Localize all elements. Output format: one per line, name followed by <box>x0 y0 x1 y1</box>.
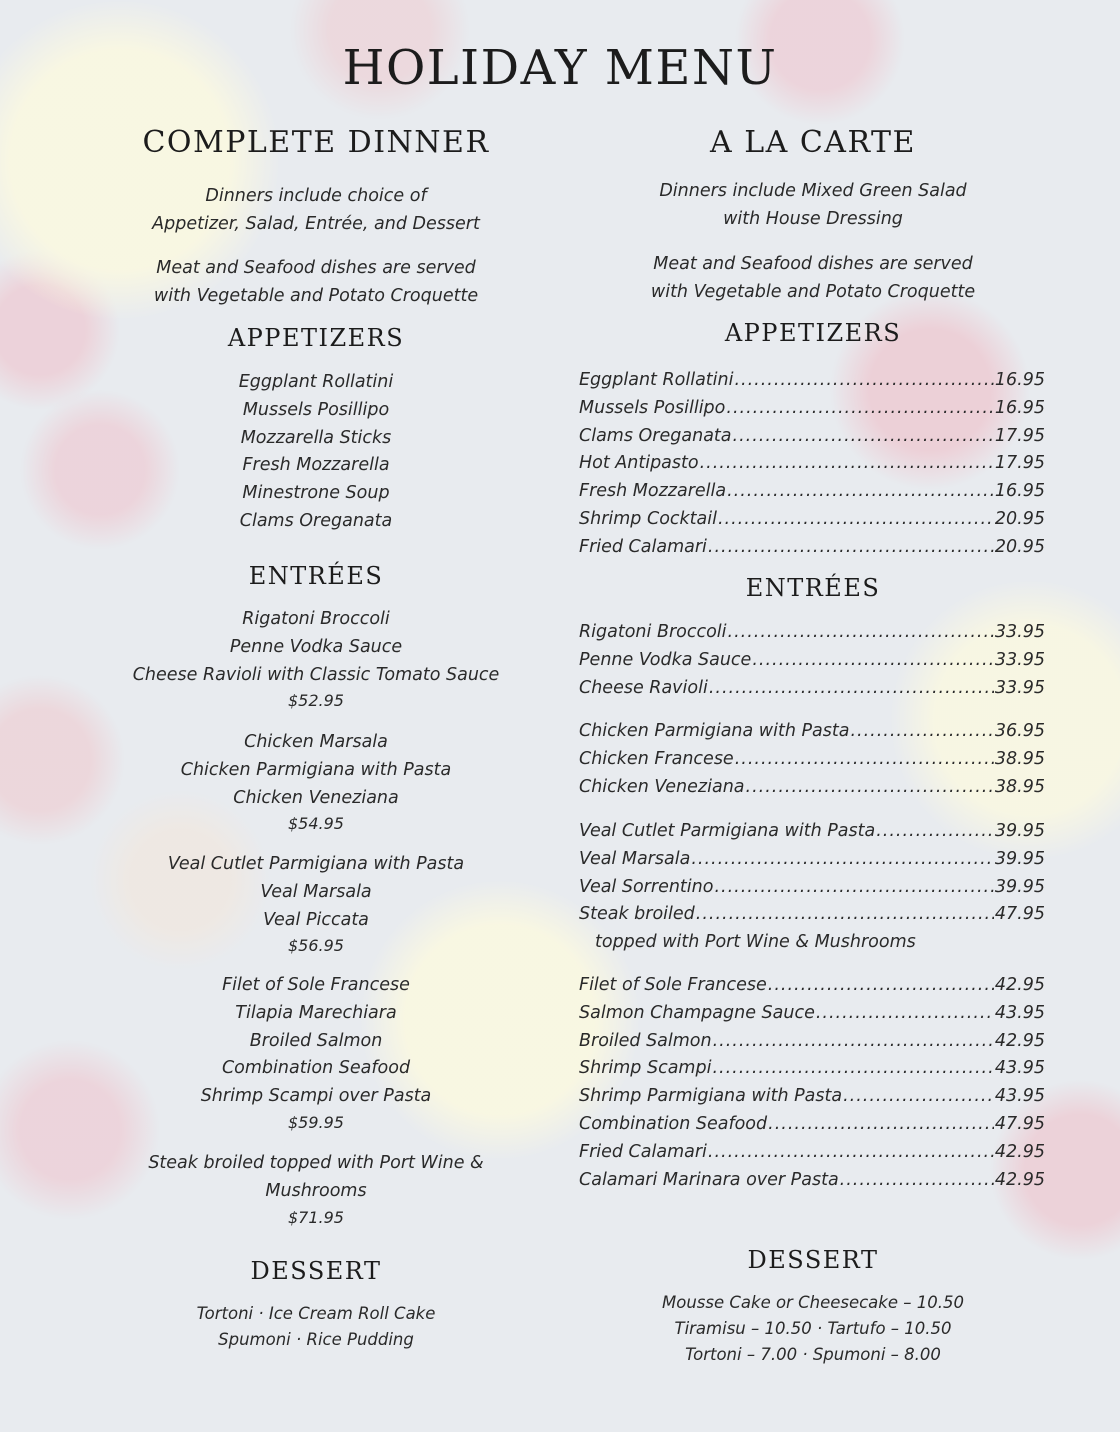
price-row <box>579 478 1045 506</box>
item-price: 39.95 <box>994 848 1045 869</box>
price-row <box>579 423 1045 451</box>
price-row <box>579 1167 1045 1195</box>
intro-line: Meat and Seafood dishes are served <box>156 258 476 278</box>
list-item: Mousse Cake or Cheesecake – 10.50 <box>662 1293 964 1312</box>
leader-dots <box>816 1000 994 1028</box>
a-la-carte-appetizers-heading: APPETIZERS <box>724 319 902 347</box>
leader-dots <box>850 718 993 746</box>
leader-dots <box>727 478 994 506</box>
list-item: Tilapia Marechiara <box>235 1002 397 1023</box>
item-name: Eggplant Rollatini <box>579 370 734 390</box>
list-item: Steak broiled topped with Port Wine & <box>148 1153 484 1173</box>
item-name: Chicken Veneziana <box>579 776 745 797</box>
item-price: 33.95 <box>994 622 1045 642</box>
a-la-carte-appetizers-list <box>579 367 1045 562</box>
item-name: Filet of Sole Francese <box>579 975 767 995</box>
complete-dinner-heading: COMPLETE DINNER <box>142 125 490 160</box>
item-name: Chicken Parmigiana with Pasta <box>579 721 850 741</box>
leader-dots <box>708 1139 994 1167</box>
entree-group <box>0 606 632 713</box>
list-item: Tortoni · Ice Cream Roll Cake <box>196 1304 436 1323</box>
price-row <box>579 1028 1045 1056</box>
steak-note: topped with Port Wine & Mushrooms <box>595 932 916 953</box>
leader-dots <box>752 647 994 675</box>
list-item: Tiramisu – 10.50 · Tartufo – 10.50 <box>674 1319 952 1338</box>
leader-dots <box>733 423 994 451</box>
list-item: Chicken Parmigiana with Pasta <box>180 759 452 780</box>
price-row <box>579 675 1045 703</box>
entree-group <box>0 851 632 958</box>
price-row <box>579 506 1045 534</box>
list-item: Spumoni · Rice Pudding <box>218 1330 414 1349</box>
item-name: Combination Seafood <box>579 1113 768 1134</box>
item-price: 47.95 <box>994 1113 1045 1134</box>
item-price: 42.95 <box>994 1141 1045 1162</box>
item-price: 33.95 <box>994 649 1045 670</box>
item-name: Veal Marsala <box>579 848 691 869</box>
intro-line: Meat and Seafood dishes are served <box>653 254 973 274</box>
list-item: Tortoni – 7.00 · Spumoni – 8.00 <box>685 1345 941 1364</box>
item-price: 17.95 <box>994 425 1045 446</box>
entree-group <box>0 972 632 1135</box>
list-item: Clams Oreganata <box>239 510 393 531</box>
list-item: Chicken Veneziana <box>233 787 399 808</box>
menu-title: HOLIDAY MENU <box>342 40 778 96</box>
list-item: Mussels Posillipo <box>242 399 390 420</box>
item-name: Cheese Ravioli <box>579 677 708 698</box>
item-price: 16.95 <box>994 481 1045 502</box>
price-row <box>579 901 1045 929</box>
item-price: 16.95 <box>994 397 1045 418</box>
leader-dots <box>768 1111 994 1139</box>
price-row <box>579 1139 1045 1167</box>
leader-dots <box>746 774 994 802</box>
item-price: 47.95 <box>994 904 1045 925</box>
item-name: Broiled Salmon <box>579 1030 712 1051</box>
item-name: Shrimp Parmigiana with Pasta <box>579 1086 843 1107</box>
price-row <box>579 450 1045 478</box>
leader-dots <box>718 506 994 534</box>
leader-dots <box>691 846 994 874</box>
item-price: 17.95 <box>994 453 1045 474</box>
price-row <box>579 534 1045 562</box>
complete-dinner-intro <box>0 183 632 239</box>
item-name: Hot Antipasto <box>579 453 699 474</box>
price-row <box>579 1111 1045 1139</box>
item-price: 42.95 <box>994 1030 1045 1051</box>
item-price: 36.95 <box>994 721 1045 741</box>
leader-dots <box>768 972 994 1000</box>
item-name: Shrimp Cocktail <box>579 508 717 529</box>
price-row <box>579 367 1045 395</box>
intro-line: Appetizer, Salad, Entrée, and Dessert <box>152 213 480 234</box>
item-name: Fried Calamari <box>579 536 707 557</box>
list-item: Mushrooms <box>265 1180 367 1201</box>
price-row <box>579 395 1045 423</box>
leader-dots <box>700 450 994 478</box>
item-name: Clams Oreganata <box>579 425 732 446</box>
item-name: Salmon Champagne Sauce <box>579 1002 815 1023</box>
leader-dots <box>708 534 994 562</box>
entree-group <box>579 818 1045 957</box>
price-row <box>579 972 1045 1000</box>
item-name: Mussels Posillipo <box>579 397 726 418</box>
leader-dots <box>840 1167 994 1195</box>
price-row <box>579 647 1045 675</box>
item-price: 43.95 <box>994 1086 1045 1107</box>
item-price: 42.95 <box>994 1169 1045 1190</box>
item-price: 38.95 <box>994 776 1045 797</box>
leader-dots <box>726 395 994 423</box>
intro-line: with Vegetable and Potato Croquette <box>650 281 976 302</box>
price-row <box>579 846 1045 874</box>
item-price: 39.95 <box>994 876 1045 897</box>
group-price: $52.95 <box>288 691 344 711</box>
list-item: Cheese Ravioli with Classic Tomato Sauce <box>132 664 500 685</box>
item-price: 39.95 <box>994 821 1045 841</box>
list-item: Shrimp Scampi over Pasta <box>200 1086 432 1107</box>
item-price: 20.95 <box>994 508 1045 529</box>
item-name: Fresh Mozzarella <box>579 481 727 502</box>
entree-group <box>0 729 632 836</box>
price-row <box>579 774 1045 802</box>
list-item: Minestrone Soup <box>242 483 390 504</box>
intro-line: with Vegetable and Potato Croquette <box>153 285 479 306</box>
complete-appetizers-heading: APPETIZERS <box>227 324 405 352</box>
group-price: $56.95 <box>288 936 344 956</box>
leader-dots <box>709 675 994 703</box>
a-la-carte-intro <box>560 178 1066 234</box>
leader-dots <box>714 874 993 902</box>
complete-dinner-intro-2 <box>0 255 632 311</box>
item-name: Fried Calamari <box>579 1141 707 1162</box>
entree-group <box>0 1150 632 1230</box>
item-price: 20.95 <box>994 536 1045 557</box>
leader-dots <box>712 1055 993 1083</box>
leader-dots <box>696 901 994 929</box>
price-row <box>579 874 1045 902</box>
leader-dots <box>843 1083 994 1111</box>
price-row <box>579 746 1045 774</box>
entree-group <box>579 718 1045 801</box>
leader-dots <box>876 818 994 846</box>
a-la-carte-heading: A LA CARTE <box>710 125 916 160</box>
group-price: $54.95 <box>288 814 344 834</box>
complete-dessert-heading: DESSERT <box>250 1257 382 1285</box>
item-price: 38.95 <box>994 748 1045 769</box>
complete-entrees-heading: ENTRÉES <box>248 562 384 590</box>
item-price: 43.95 <box>994 1002 1045 1023</box>
list-item: Penne Vodka Sauce <box>229 636 403 657</box>
entree-group <box>579 619 1045 702</box>
a-la-carte-intro-2 <box>560 251 1066 307</box>
item-name: Chicken Francese <box>579 748 734 769</box>
item-name: Steak broiled <box>579 904 695 925</box>
leader-dots <box>734 367 993 395</box>
list-item: Broiled Salmon <box>249 1030 383 1051</box>
item-name: Penne Vodka Sauce <box>579 649 752 670</box>
price-row <box>579 818 1045 846</box>
intro-line: Dinners include Mixed Green Salad <box>659 181 967 201</box>
leader-dots <box>728 619 994 647</box>
leader-dots <box>713 1028 994 1056</box>
item-price: 16.95 <box>994 370 1045 390</box>
item-name: Calamari Marinara over Pasta <box>579 1169 839 1190</box>
a-la-carte-entrees-heading: ENTRÉES <box>745 574 881 602</box>
list-item: Combination Seafood <box>221 1058 411 1079</box>
list-item: Mozzarella Sticks <box>240 427 392 448</box>
list-item: Veal Cutlet Parmigiana with Pasta <box>167 854 465 874</box>
group-price: $59.95 <box>288 1112 344 1132</box>
entree-group <box>579 972 1045 1194</box>
item-price: 42.95 <box>994 975 1045 995</box>
list-item: Eggplant Rollatini <box>238 372 394 392</box>
intro-line: Dinners include choice of <box>205 186 427 206</box>
intro-line: with House Dressing <box>723 208 903 229</box>
item-price: 43.95 <box>994 1058 1045 1079</box>
list-item: Chicken Marsala <box>244 732 388 752</box>
price-row <box>579 619 1045 647</box>
item-name: Shrimp Scampi <box>579 1058 712 1079</box>
a-la-carte-dessert-heading: DESSERT <box>747 1246 879 1274</box>
list-item: Veal Piccata <box>263 909 369 930</box>
item-name: Veal Sorrentino <box>579 876 714 897</box>
item-name: Rigatoni Broccoli <box>579 622 727 642</box>
complete-appetizers-list <box>0 369 632 536</box>
list-item: Filet of Sole Francese <box>222 975 410 995</box>
a-la-carte-dessert-list <box>560 1290 1066 1368</box>
price-row <box>579 1055 1045 1083</box>
price-row <box>579 718 1045 746</box>
list-item: Veal Marsala <box>260 881 372 902</box>
leader-dots <box>735 746 994 774</box>
complete-dessert-list <box>0 1301 632 1353</box>
list-item: Rigatoni Broccoli <box>242 609 390 629</box>
price-row <box>579 1083 1045 1111</box>
item-name: Veal Cutlet Parmigiana with Pasta <box>579 821 876 841</box>
item-price: 33.95 <box>994 677 1045 698</box>
price-row <box>579 1000 1045 1028</box>
list-item: Fresh Mozzarella <box>242 455 390 476</box>
group-price: $71.95 <box>288 1207 344 1227</box>
